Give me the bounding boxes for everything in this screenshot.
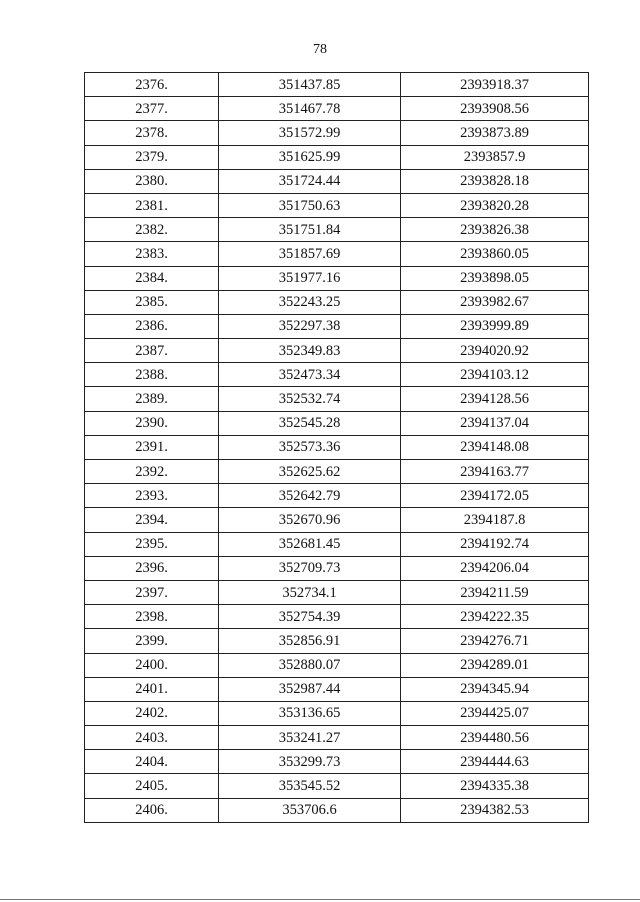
table-row <box>85 145 589 169</box>
y-coordinate-cell: 2394345.94 <box>401 677 589 701</box>
x-coordinate-cell: 352754.39 <box>219 605 401 629</box>
y-coordinate-cell: 2393982.67 <box>401 290 589 314</box>
table-row <box>85 266 589 290</box>
x-coordinate-cell: 352642.79 <box>219 484 401 508</box>
point-number-cell: 2394. <box>85 508 219 532</box>
y-coordinate-cell: 2393857.9 <box>401 145 589 169</box>
table-row <box>85 73 589 97</box>
table-row <box>85 363 589 387</box>
point-number-cell: 2387. <box>85 339 219 363</box>
y-coordinate-cell: 2393820.28 <box>401 193 589 217</box>
point-number-cell: 2390. <box>85 411 219 435</box>
y-coordinate-cell: 2393873.89 <box>401 121 589 145</box>
table-row <box>85 750 589 774</box>
x-coordinate-cell: 352573.36 <box>219 435 401 459</box>
point-number-cell: 2383. <box>85 242 219 266</box>
y-coordinate-cell: 2394222.35 <box>401 605 589 629</box>
x-coordinate-cell: 352243.25 <box>219 290 401 314</box>
table-row <box>85 387 589 411</box>
point-number-cell: 2381. <box>85 193 219 217</box>
point-number-cell: 2393. <box>85 484 219 508</box>
x-coordinate-cell: 352880.07 <box>219 653 401 677</box>
x-coordinate-cell: 352670.96 <box>219 508 401 532</box>
point-number-cell: 2397. <box>85 580 219 604</box>
point-number-cell: 2398. <box>85 605 219 629</box>
x-coordinate-cell: 352545.28 <box>219 411 401 435</box>
y-coordinate-cell: 2394425.07 <box>401 701 589 725</box>
y-coordinate-cell: 2393860.05 <box>401 242 589 266</box>
x-coordinate-cell: 353706.6 <box>219 798 401 822</box>
table-row <box>85 726 589 750</box>
table-row <box>85 169 589 193</box>
x-coordinate-cell: 352297.38 <box>219 314 401 338</box>
y-coordinate-cell: 2394480.56 <box>401 726 589 750</box>
x-coordinate-cell: 352709.73 <box>219 556 401 580</box>
y-coordinate-cell: 2394211.59 <box>401 580 589 604</box>
y-coordinate-cell: 2394276.71 <box>401 629 589 653</box>
y-coordinate-cell: 2393828.18 <box>401 169 589 193</box>
table-row <box>85 677 589 701</box>
y-coordinate-cell: 2393908.56 <box>401 97 589 121</box>
y-coordinate-cell: 2393999.89 <box>401 314 589 338</box>
point-number-cell: 2377. <box>85 97 219 121</box>
table-row <box>85 242 589 266</box>
y-coordinate-cell: 2394382.53 <box>401 798 589 822</box>
y-coordinate-cell: 2394192.74 <box>401 532 589 556</box>
table-row <box>85 290 589 314</box>
x-coordinate-cell: 352625.62 <box>219 460 401 484</box>
table-row <box>85 314 589 338</box>
point-number-cell: 2400. <box>85 653 219 677</box>
x-coordinate-cell: 352681.45 <box>219 532 401 556</box>
point-number-cell: 2406. <box>85 798 219 822</box>
y-coordinate-cell: 2394163.77 <box>401 460 589 484</box>
table-row <box>85 484 589 508</box>
table-row <box>85 435 589 459</box>
x-coordinate-cell: 352473.34 <box>219 363 401 387</box>
table-row <box>85 653 589 677</box>
y-coordinate-cell: 2394206.04 <box>401 556 589 580</box>
point-number-cell: 2380. <box>85 169 219 193</box>
point-number-cell: 2396. <box>85 556 219 580</box>
y-coordinate-cell: 2394444.63 <box>401 750 589 774</box>
point-number-cell: 2391. <box>85 435 219 459</box>
table-row <box>85 193 589 217</box>
x-coordinate-cell: 352987.44 <box>219 677 401 701</box>
coordinates-table <box>84 72 589 823</box>
coordinates-table-body <box>85 73 589 823</box>
x-coordinate-cell: 352349.83 <box>219 339 401 363</box>
table-row <box>85 97 589 121</box>
point-number-cell: 2403. <box>85 726 219 750</box>
x-coordinate-cell: 353136.65 <box>219 701 401 725</box>
y-coordinate-cell: 2394137.04 <box>401 411 589 435</box>
x-coordinate-cell: 351467.78 <box>219 97 401 121</box>
table-row <box>85 532 589 556</box>
point-number-cell: 2388. <box>85 363 219 387</box>
y-coordinate-cell: 2394128.56 <box>401 387 589 411</box>
table-row <box>85 798 589 822</box>
y-coordinate-cell: 2394335.38 <box>401 774 589 798</box>
table-row <box>85 556 589 580</box>
table-row <box>85 508 589 532</box>
x-coordinate-cell: 351857.69 <box>219 242 401 266</box>
point-number-cell: 2385. <box>85 290 219 314</box>
x-coordinate-cell: 351625.99 <box>219 145 401 169</box>
y-coordinate-cell: 2393918.37 <box>401 73 589 97</box>
x-coordinate-cell: 351977.16 <box>219 266 401 290</box>
x-coordinate-cell: 351724.44 <box>219 169 401 193</box>
table-row <box>85 580 589 604</box>
table-row <box>85 339 589 363</box>
table-row <box>85 411 589 435</box>
x-coordinate-cell: 353299.73 <box>219 750 401 774</box>
table-row <box>85 460 589 484</box>
x-coordinate-cell: 353241.27 <box>219 726 401 750</box>
point-number-cell: 2378. <box>85 121 219 145</box>
x-coordinate-cell: 352734.1 <box>219 580 401 604</box>
scan-edge-line <box>0 899 640 900</box>
point-number-cell: 2386. <box>85 314 219 338</box>
x-coordinate-cell: 351751.84 <box>219 218 401 242</box>
point-number-cell: 2399. <box>85 629 219 653</box>
y-coordinate-cell: 2394289.01 <box>401 653 589 677</box>
y-coordinate-cell: 2394172.05 <box>401 484 589 508</box>
x-coordinate-cell: 353545.52 <box>219 774 401 798</box>
table-row <box>85 605 589 629</box>
y-coordinate-cell: 2393826.38 <box>401 218 589 242</box>
table-row <box>85 701 589 725</box>
table-row <box>85 774 589 798</box>
point-number-cell: 2376. <box>85 73 219 97</box>
point-number-cell: 2405. <box>85 774 219 798</box>
table-row <box>85 629 589 653</box>
table-row <box>85 121 589 145</box>
point-number-cell: 2389. <box>85 387 219 411</box>
page-number: 78 <box>313 42 327 57</box>
point-number-cell: 2401. <box>85 677 219 701</box>
table-row <box>85 218 589 242</box>
point-number-cell: 2395. <box>85 532 219 556</box>
y-coordinate-cell: 2394103.12 <box>401 363 589 387</box>
y-coordinate-cell: 2394020.92 <box>401 339 589 363</box>
point-number-cell: 2384. <box>85 266 219 290</box>
point-number-cell: 2392. <box>85 460 219 484</box>
y-coordinate-cell: 2393898.05 <box>401 266 589 290</box>
point-number-cell: 2379. <box>85 145 219 169</box>
x-coordinate-cell: 351572.99 <box>219 121 401 145</box>
point-number-cell: 2402. <box>85 701 219 725</box>
x-coordinate-cell: 351437.85 <box>219 73 401 97</box>
point-number-cell: 2404. <box>85 750 219 774</box>
point-number-cell: 2382. <box>85 218 219 242</box>
x-coordinate-cell: 352532.74 <box>219 387 401 411</box>
y-coordinate-cell: 2394148.08 <box>401 435 589 459</box>
x-coordinate-cell: 352856.91 <box>219 629 401 653</box>
y-coordinate-cell: 2394187.8 <box>401 508 589 532</box>
x-coordinate-cell: 351750.63 <box>219 193 401 217</box>
